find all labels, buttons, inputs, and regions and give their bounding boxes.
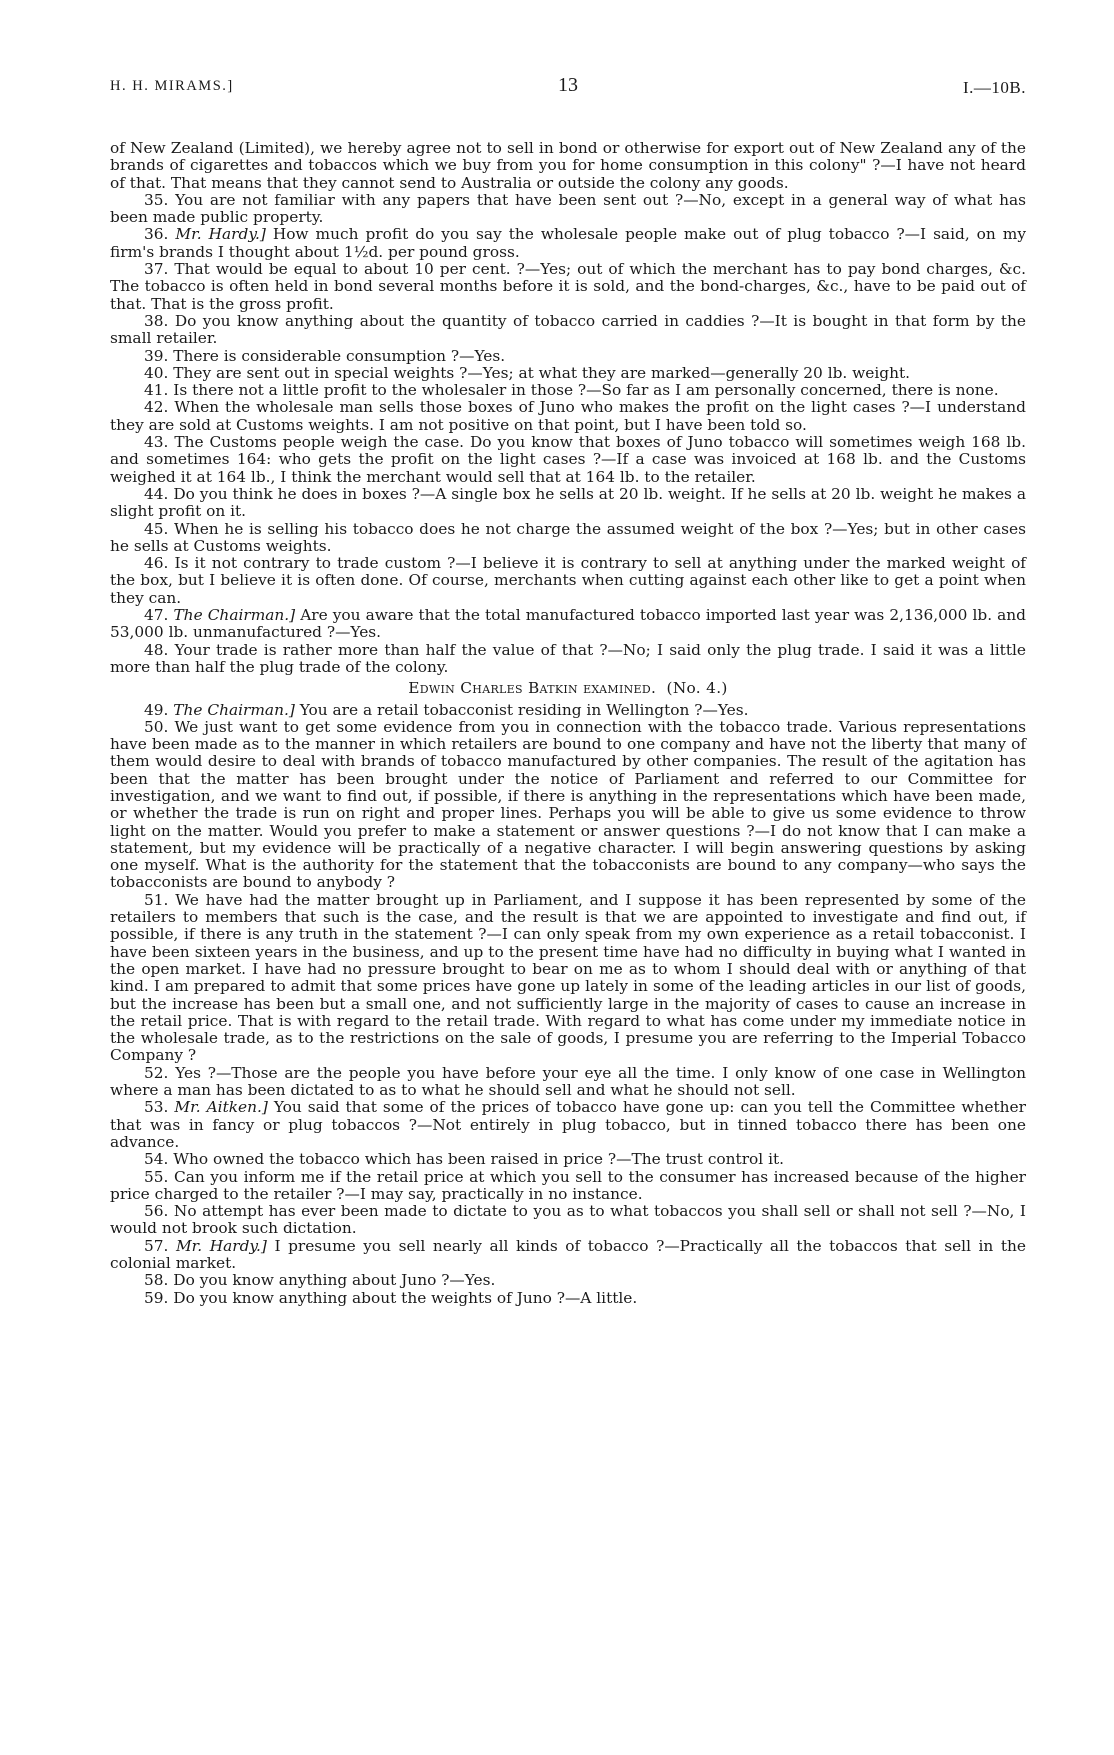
question-39: 39. There is considerable consumption ?—Yes. (144, 346, 506, 365)
question-number: 53. (144, 1098, 169, 1117)
speaker-label: Mr. Aitken.] (174, 1098, 268, 1117)
question-59: 59. Do you know anything about the weights of Juno ?—A little. (144, 1288, 638, 1307)
question-46: 46. Is it not contrary to trade custom ?—I believe it is contrary to sell at anything under the marked weight of the box, but I believe it is often done. Of course, merchants when cutting against each other like to get a point when they can. (110, 554, 1026, 607)
question-50: 50. We just want to get some evidence from you in connection with the tobacco trade. Various representations have been made as to the manner in which retailers are bound to one company and have not the liberty that many of them would desire to deal with brands of tobacco manufactured by other companies. The result of the agitation has been that the matter has been brought under the notice of Parliament and referred to our Committee for investigation, and we want to find out, if possible, if there is anything in the representations which have been made, or whether the trade is run on right and proper lines. Perhaps you will be able to give us some evidence to throw light on the matter. Would you prefer to make a statement or answer questions ?—I do not know that I can make a statement, but my evidence will be practically of a negative character. I will begin answering questions by asking one myself. What is the authority for the statement that the tobacconists are bound to any company—who says the tobacconists are bound to anybody ? (110, 717, 1026, 892)
question-text: You said that some of the prices of tobacco have gone up: can you tell the Committee whether that was in fancy or plug tobaccos ?—Not entirely in plug tobacco, but in tinned tobacco there has been one advance. (110, 1098, 1026, 1151)
paragraph-continuation: of New Zealand (Limited), we hereby agree not to sell in bond or otherwise for export out of New Zealand any of the brands of cigarettes and tobaccos which we buy from you for home consumption in this colony" ?—I have not heard of that. That means that they cannot send to Australia or outside the colony any goods. (110, 139, 1026, 192)
question-57 (110, 1238, 1026, 1273)
question-51: 51. We have had the matter brought up in Parliament, and I suppose it has been represented by some of the retailers to members that such is the case, and the result is that we are appointed to investigate and find out, if possible, if there is any truth in the statement ?—I can only speak from my own experience as a retail tobacconist. I have been sixteen years in the business, and up to the present time have had no difficulty in buying what I wanted in the open market. I have had no pressure brought to bear on me as to whom I should deal with or anything of that kind. I am prepared to admit that some prices have gone up lately in some of the leading articles in our list of goods, but the increase has been but a small one, and not sufficiently large in the majority of cases to cause an increase in the retail price. That is with regard to the retail trade. With regard to what has come under my immediate notice in the wholesale trade, as to the restrictions on the sale of goods, I presume you are referring to the Imperial Tobacco Company ? (110, 890, 1026, 1065)
question-number: 49. (144, 700, 169, 719)
question-36 (110, 226, 1026, 261)
question-number: 47. (144, 606, 169, 625)
speaker-label: Mr. Hardy.] (175, 1236, 267, 1255)
question-40: 40. They are sent out in special weights ?—Yes; at what they are marked—generally 20 lb. weight. (144, 363, 911, 382)
paper-reference: I.—10B. (963, 78, 1026, 97)
question-text: I presume you sell nearly all kinds of tobacco ?—Practically all the tobaccos that sell in the colonial market. (110, 1236, 1026, 1272)
running-header (110, 74, 1026, 108)
header-witness-name: H. H. MIRAMS.] (110, 78, 234, 94)
question-number: 36. (144, 225, 169, 244)
question-text: How much profit do you say the wholesale people make out of plug tobacco ?—I said, on my firm's brands I thought about 1½d. per pound gross. (110, 225, 1027, 261)
question-35: 35. You are not familiar with any papers that have been sent out ?—No, except in a general way of what has been made public property. (110, 190, 1026, 227)
question-38: 38. Do you know anything about the quantity of tobacco carried in caddies ?—It is bought in that form by the small retailer. (110, 311, 1026, 348)
question-45: 45. When he is selling his tobacco does he not charge the assumed weight of the box ?—Yes; but in other cases he sells at Customs weights. (110, 519, 1026, 555)
question-55: 55. Can you inform me if the retail price at which you sell to the consumer has increased because of the higher price charged to the retailer ?—I may say, practically in no instance. (110, 1167, 1026, 1203)
question-42: 42. When the wholesale man sells those boxes of Juno who makes the profit on the light cases ?—I understand they are sold at Customs weights. I am not positive on that point, but I have been told so. (110, 398, 1026, 434)
question-44: 44. Do you think he does in boxes ?—A single box he sells at 20 lb. weight. If he sells at 20 lb. weight he makes a slight profit on it. (110, 484, 1026, 521)
question-52: 52. Yes ?—Those are the people you have before your eye all the time. I only know of one case in Wellington where a man has been dictated to as to what he should sell and what he should not sell. (110, 1063, 1026, 1100)
speaker-label: The Chairman.] (173, 700, 295, 719)
speaker-label: The Chairman.] (173, 606, 296, 625)
question-41: 41. Is there not a little profit to the wholesaler in those ?—So far as I am personally concerned, there is none. (144, 381, 999, 400)
question-number: 57. (144, 1236, 169, 1255)
document-body (110, 140, 1026, 1307)
question-58: 58. Do you know anything about Juno ?—Yes. (144, 1271, 496, 1290)
section-heading (110, 680, 1026, 697)
question-37: 37. That would be equal to about 10 per cent. ?—Yes; out of which the merchant has to pay bond charges, &c. The tobacco is often held in bond several months before it is sold, and the bond-charges, &c., have to be paid out of that. That is the gross profit. (110, 260, 1026, 313)
speaker-label: Mr. Hardy.] (175, 225, 266, 244)
question-47 (110, 607, 1026, 642)
question-43: 43. The Customs people weigh the case. Do you know that boxes of Juno tobacco will sometimes weigh 168 lb. and sometimes 164: who gets the profit on the light cases ?—If a case was invoiced at 168 lb. and the Customs weighed it at 164 lb., I think the merchant would sell that at 164 lb. to the retailer. (110, 433, 1026, 486)
question-56: 56. No attempt has ever been made to dictate to you as to what tobaccos you shall sell or shall not sell ?—No, I would not brook such dictation. (110, 1202, 1026, 1238)
question-text: You are a retail tobacconist residing in Wellington ?—Yes. (299, 700, 749, 719)
question-48: 48. Your trade is rather more than half the value of that ?—No; I said only the plug trade. I said it was a little more than half the plug trade of the colony. (110, 640, 1026, 676)
question-text: Are you aware that the total manufactured tobacco imported last year was 2,136,000 lb. and 53,000 lb. unmanufactured ?—Yes. (110, 606, 1026, 642)
witness-heading: Edwin Charles Batkin examined. (408, 679, 657, 698)
page-number: 13 (558, 74, 578, 96)
witness-number: (No. 4.) (666, 679, 728, 698)
question-53 (110, 1099, 1026, 1151)
question-54: 54. Who owned the tobacco which has been raised in price ?—The trust control it. (144, 1150, 785, 1169)
question-49 (110, 702, 1026, 719)
